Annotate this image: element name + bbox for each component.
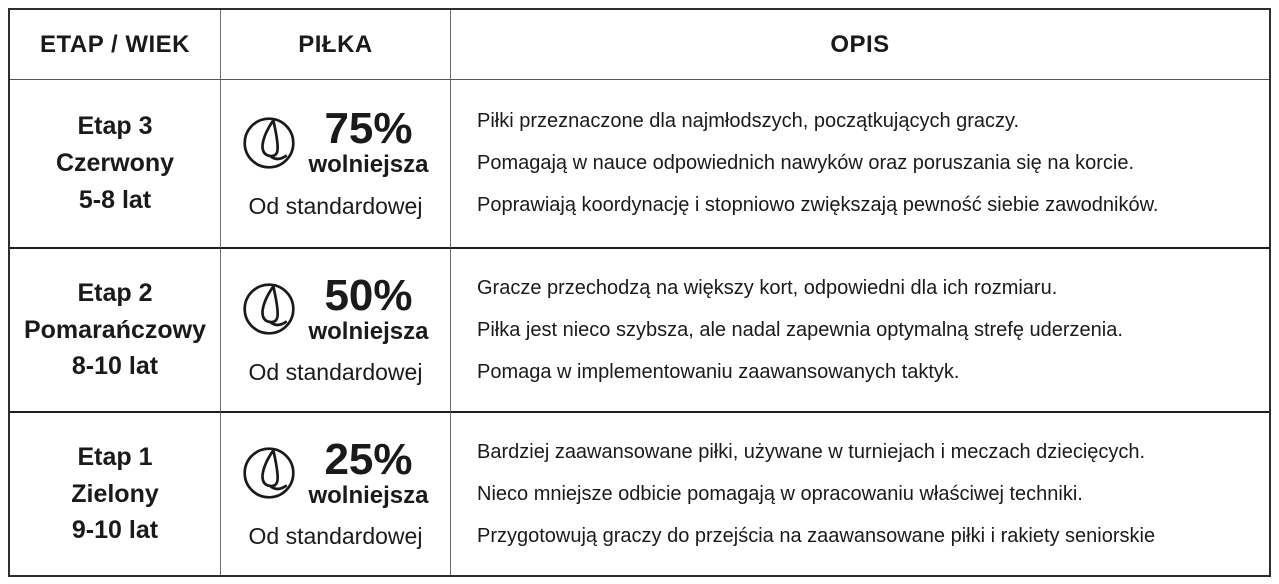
desc-line: Przygotowują graczy do przejścia na zaawansowane piłki i rakiety seniorskie xyxy=(477,524,1156,547)
stage-color: Zielony xyxy=(71,479,159,508)
desc-cell-etap-1 xyxy=(451,413,1269,575)
ball-standard-label: Od standardowej xyxy=(248,192,423,219)
ball-percent: 25% xyxy=(324,434,413,484)
desc-cell-etap-3 xyxy=(451,80,1269,249)
tennis-ball-icon xyxy=(242,282,296,336)
ball-speed-group xyxy=(242,270,429,345)
desc-line: Gracze przechodzą na większy kort, odpowiedni dla ich rozmiaru. xyxy=(477,276,1058,299)
ball-standard-label: Od standardowej xyxy=(248,523,423,550)
stage-cell-etap-3 xyxy=(10,80,221,249)
header-opis xyxy=(451,10,1269,80)
stage-age: 9-10 lat xyxy=(71,516,159,545)
ball-slower-label: wolniejsza xyxy=(308,481,429,509)
stage-color: Pomarańczowy xyxy=(23,315,206,344)
ball-standard-label: Od standardowej xyxy=(248,359,423,386)
header-etap-wiek-label: ETAP / WIEK xyxy=(40,30,190,58)
header-opis-label: OPIS xyxy=(830,30,890,58)
stage-ball-table xyxy=(8,8,1271,577)
stage-age: 5-8 lat xyxy=(78,185,152,214)
ball-slower-label: wolniejsza xyxy=(308,151,429,179)
stage-cell-etap-1 xyxy=(10,413,221,575)
stage-name: Etap 2 xyxy=(77,278,153,307)
ball-percent-block xyxy=(308,104,429,179)
ball-cell-25 xyxy=(221,413,451,575)
desc-line: Poprawiają koordynację i stopniowo zwiększają pewność siebie zawodników. xyxy=(477,194,1159,216)
stage-color: Czerwony xyxy=(55,149,175,178)
desc-line: Piłki przeznaczone dla najmłodszych, początkujących graczy. xyxy=(477,110,1020,132)
stage-name: Etap 1 xyxy=(77,442,153,471)
desc-cell-etap-2 xyxy=(451,249,1269,413)
ball-percent: 75% xyxy=(324,104,413,154)
stage-name: Etap 3 xyxy=(77,112,153,141)
ball-percent-block xyxy=(308,434,429,509)
ball-percent: 50% xyxy=(324,270,413,320)
ball-speed-group xyxy=(242,104,429,179)
tennis-ball-icon xyxy=(242,116,296,170)
header-etap-wiek xyxy=(10,10,221,80)
ball-cell-75 xyxy=(221,80,451,249)
ball-cell-50 xyxy=(221,249,451,413)
desc-line: Pomagają w nauce odpowiednich nawyków oraz poruszania się na korcie. xyxy=(477,152,1135,174)
ball-speed-group xyxy=(242,434,429,509)
tennis-ball-icon xyxy=(242,446,296,500)
stage-age: 8-10 lat xyxy=(71,352,159,381)
ball-slower-label: wolniejsza xyxy=(308,317,429,345)
desc-line: Piłka jest nieco szybsza, ale nadal zapewnia optymalną strefę uderzenia. xyxy=(477,318,1123,341)
desc-line: Pomaga w implementowaniu zaawansowanych taktyk. xyxy=(477,360,960,383)
desc-line: Bardziej zaawansowane piłki, używane w turniejach i meczach dziecięcych. xyxy=(477,440,1146,463)
stage-cell-etap-2 xyxy=(10,249,221,413)
header-pilka xyxy=(221,10,451,80)
ball-percent-block xyxy=(308,270,429,345)
desc-line: Nieco mniejsze odbicie pomagają w opracowaniu właściwej techniki. xyxy=(477,482,1083,505)
header-pilka-label: PIŁKA xyxy=(298,30,373,58)
